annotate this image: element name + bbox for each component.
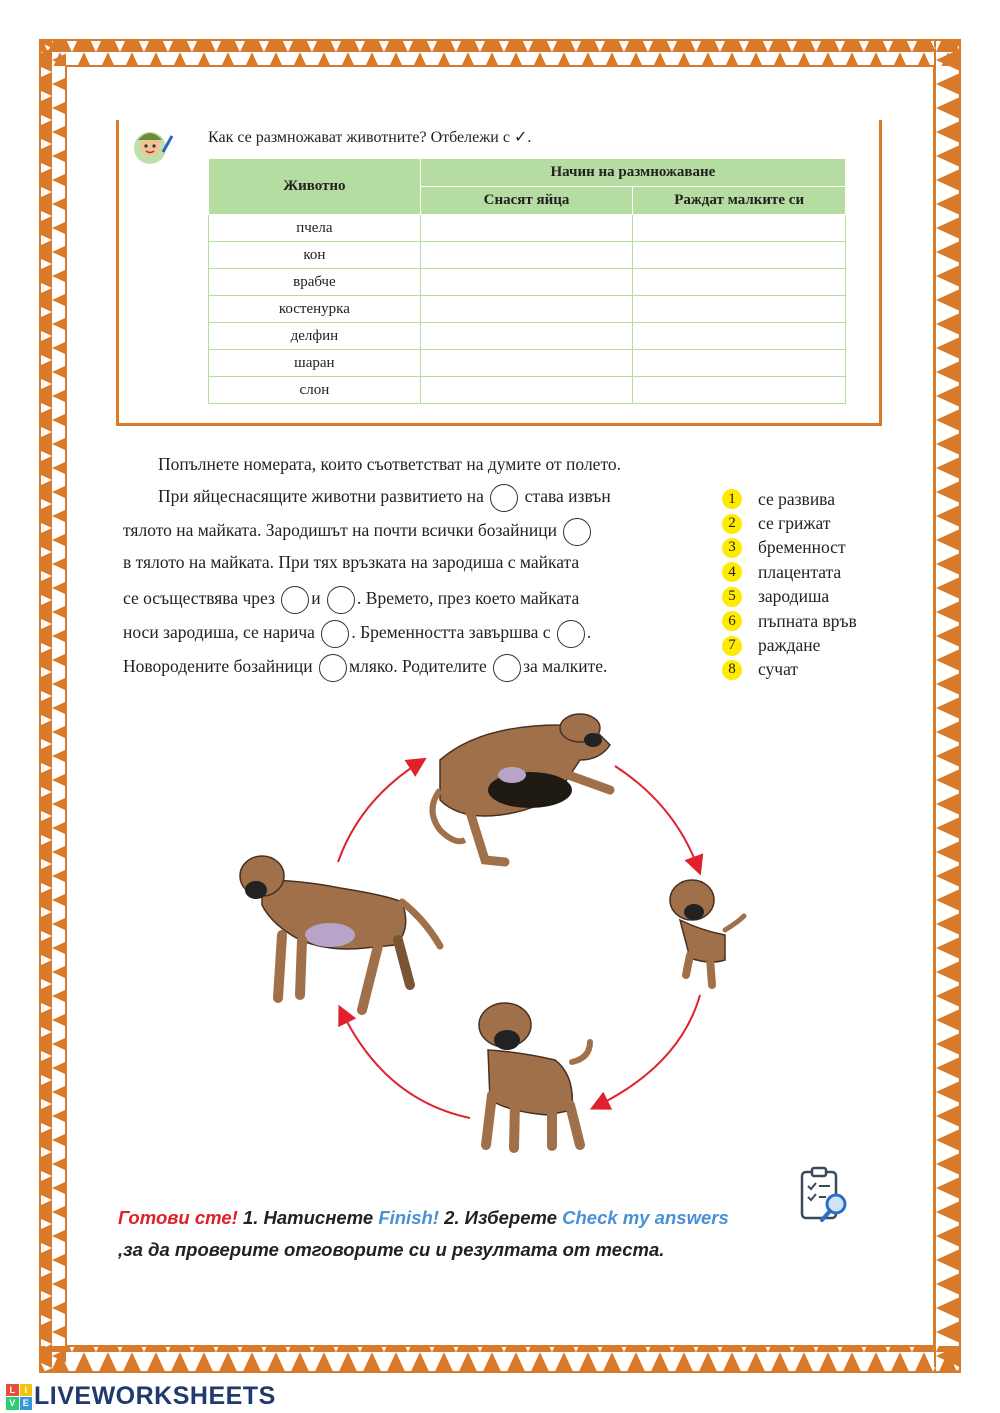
step2-text: 2. Изберете bbox=[438, 1207, 563, 1228]
instructions-line-1 bbox=[118, 1207, 729, 1229]
legend-number: 3 bbox=[722, 538, 742, 558]
young-dog-icon bbox=[479, 1003, 590, 1148]
task2-intro: Попълнете номерата, които съответстват на думите от полето. bbox=[158, 454, 621, 474]
liveworksheets-logo bbox=[6, 1382, 276, 1411]
legend-number: 4 bbox=[722, 562, 742, 582]
line-text: се осъществява чрез bbox=[123, 588, 275, 609]
legend-number: 6 bbox=[722, 611, 742, 631]
legend-word: бременност bbox=[758, 537, 846, 558]
header-animal: Животно bbox=[209, 159, 421, 215]
puppy-icon bbox=[670, 880, 744, 985]
header-method: Начин на размножаване bbox=[420, 159, 845, 187]
line-text: в тялото на майката. При тях връзката на зародиша с майката bbox=[123, 552, 580, 572]
logo-letter: E bbox=[20, 1397, 33, 1410]
pregnant-dog-icon bbox=[240, 856, 440, 1010]
legend-number: 7 bbox=[722, 636, 742, 656]
task1-question: Как се размножават животните? Отбележи с ✓. bbox=[208, 129, 532, 146]
header-eggs: Снасят яйца bbox=[420, 187, 633, 215]
brand-name: LIVEWORKSHEETS bbox=[34, 1382, 276, 1410]
legend-number: 8 bbox=[722, 660, 742, 680]
line-text: тялото на майката. Зародишът на почти всички бозайници bbox=[123, 520, 557, 541]
cycle-arrow bbox=[338, 762, 420, 862]
line-text: . Времето, през което майката bbox=[357, 588, 580, 609]
legend-word: зародиша bbox=[758, 586, 830, 607]
animal-cell: врабче bbox=[209, 269, 421, 296]
finish-text: Finish! bbox=[378, 1207, 439, 1228]
ready-text: Готови сте! bbox=[118, 1207, 238, 1228]
animal-cell: шаран bbox=[209, 350, 421, 377]
animal-cell: слон bbox=[209, 377, 421, 404]
header-live: Раждат малките си bbox=[633, 187, 846, 215]
logo-grid-icon bbox=[6, 1384, 32, 1410]
line-text: Новородените бозайници bbox=[123, 656, 313, 677]
line-text: . bbox=[586, 622, 592, 643]
clipboard-check-icon bbox=[798, 1166, 850, 1224]
nursing-dog-icon bbox=[433, 714, 611, 862]
legend-word: раждане bbox=[758, 635, 821, 656]
legend-word: пъпната връв bbox=[758, 610, 857, 631]
legend-word: сучат bbox=[758, 659, 799, 680]
cycle-arrow bbox=[615, 766, 698, 868]
line-text: . Бременността завършва с bbox=[351, 622, 551, 643]
legend-word: се грижат bbox=[758, 513, 831, 534]
animal-cell: кон bbox=[209, 242, 421, 269]
logo-letter: L bbox=[6, 1384, 19, 1397]
legend-number: 5 bbox=[722, 587, 742, 607]
instructions-line-2: ,за да проверите отговорите си и резултата от теста. bbox=[118, 1239, 665, 1260]
legend-word: се развива bbox=[758, 488, 835, 509]
legend-number: 2 bbox=[722, 514, 742, 534]
logo-letter: I bbox=[20, 1384, 33, 1397]
legend-number: 1 bbox=[722, 489, 742, 509]
line-text: за малките. bbox=[523, 656, 608, 677]
line-text: носи зародиша, се нарича bbox=[123, 622, 315, 643]
animal-cell: пчела bbox=[209, 215, 421, 242]
animal-cell: делфин bbox=[209, 323, 421, 350]
cycle-arrow bbox=[597, 995, 700, 1106]
cycle-arrow bbox=[342, 1012, 470, 1118]
line-text: и bbox=[311, 588, 321, 609]
logo-letter: V bbox=[6, 1397, 19, 1410]
legend-word: плацентата bbox=[758, 561, 842, 582]
animal-cell: костенурка bbox=[209, 296, 421, 323]
line-text: мляко. Родителите bbox=[349, 656, 487, 677]
line-text: При яйцеснасящите животни развитието на bbox=[158, 486, 484, 507]
line-text: става извън bbox=[524, 486, 611, 507]
check-answers-text: Check my answers bbox=[562, 1207, 729, 1228]
step1-text: 1. Натиснете bbox=[237, 1207, 379, 1228]
